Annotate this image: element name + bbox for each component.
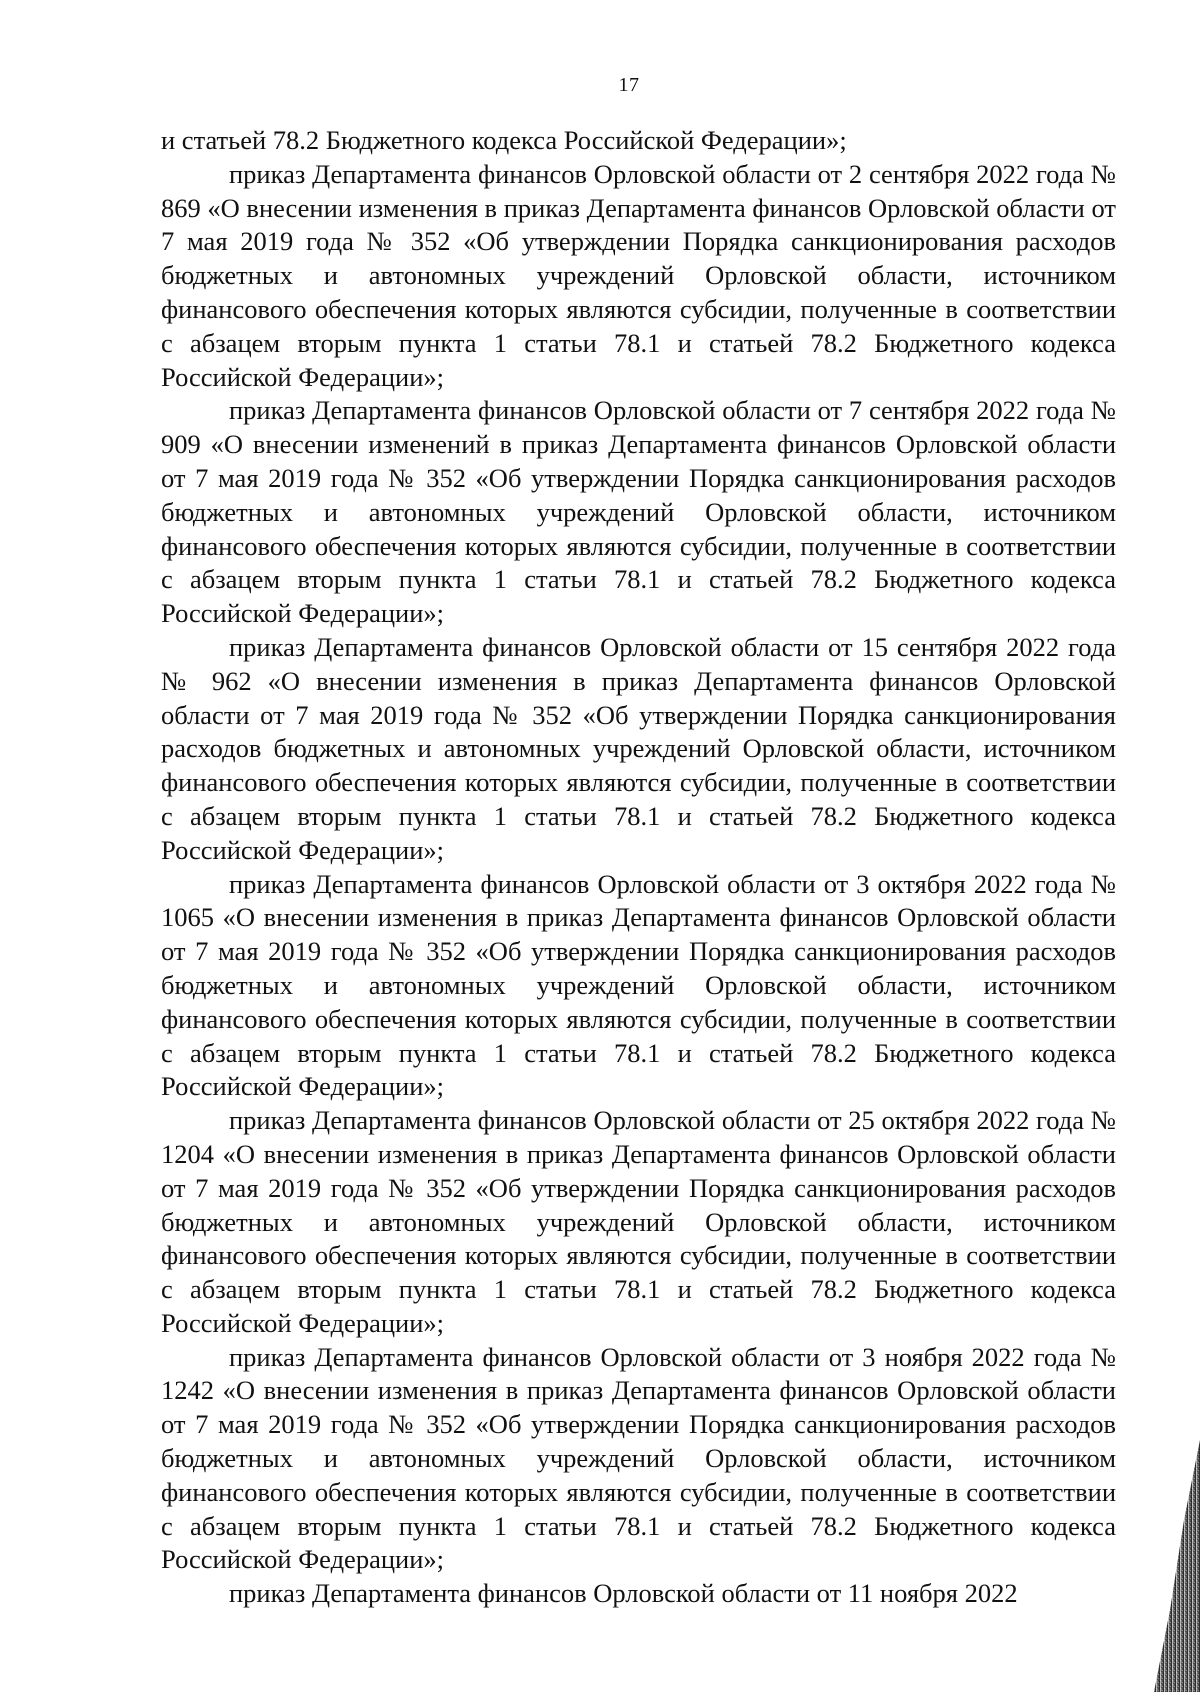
scanner-edge-shadow (1152, 1440, 1200, 1692)
order-paragraph-6: приказ Департамента финансов Орловской области от 3 ноября 2022 года № 1242 «О внесении изменения в приказ Департамента финансов Орловской области от 7 мая 2019 года № 352 «Об утверждении Порядка санкционирования расходов бюджетных и автономных учреждений Орловской области, источником финансового обеспечения которых являются субсидии, полученные в соответствии с абзацем вторым пункта 1 статьи 78.1 и статьей 78.2 Бюджетного кодекса Российской Федерации»; (161, 1341, 1116, 1575)
order-paragraph-3: приказ Департамента финансов Орловской области от 15 сентября 2022 года № 962 «О внесении изменения в приказ Департамента финансов Орловской области от 7 мая 2019 года № 352 «Об утверждении Порядка санкционирования расходов бюджетных и автономных учреждений Орловской области, источником финансового обеспечения которых являются субсидии, полученные в соответствии с абзацем вторым пункта 1 статьи 78.1 и статьей 78.2 Бюджетного кодекса Российской Федерации»; (161, 631, 1116, 865)
order-paragraph-7: приказ Департамента финансов Орловской области от 11 ноября 2022 (229, 1578, 1018, 1609)
order-paragraph-2: приказ Департамента финансов Орловской области от 7 сентября 2022 года № 909 «О внесении изменений в приказ Департамента финансов Орловской области от 7 мая 2019 года № 352 «Об утверждении Порядка санкционирования расходов бюджетных и автономных учреждений Орловской области, источником финансового обеспечения которых являются субсидии, полученные в соответствии с абзацем вторым пункта 1 статьи 78.1 и статьей 78.2 Бюджетного кодекса Российской Федерации»; (161, 395, 1116, 629)
order-paragraph-1: приказ Департамента финансов Орловской области от 2 сентября 2022 года № 869 «О внесении изменения в приказ Департамента финансов Орловской области от 7 мая 2019 года № 352 «Об утверждении Порядка санкционирования расходов бюджетных и автономных учреждений Орловской области, источником финансового обеспечения которых являются субсидии, полученные в соответствии с абзацем вторым пункта 1 статьи 78.1 и статьей 78.2 Бюджетного кодекса Российской Федерации»; (161, 158, 1116, 392)
continuation-line: и статьей 78.2 Бюджетного кодекса Российской Федерации»; (161, 125, 847, 155)
document-body (161, 124, 1116, 1611)
page-number: 17 (618, 74, 640, 96)
order-paragraph-4: приказ Департамента финансов Орловской области от 3 октября 2022 года № 1065 «О внесении изменения в приказ Департамента финансов Орловской области от 7 мая 2019 года № 352 «Об утверждении Порядка санкционирования расходов бюджетных и автономных учреждений Орловской области, источником финансового обеспечения которых являются субсидии, полученные в соответствии с абзацем вторым пункта 1 статьи 78.1 и статьей 78.2 Бюджетного кодекса Российской Федерации»; (161, 868, 1116, 1102)
order-paragraph-5: приказ Департамента финансов Орловской области от 25 октября 2022 года № 1204 «О внесении изменения в приказ Департамента финансов Орловской области от 7 мая 2019 года № 352 «Об утверждении Порядка санкционирования расходов бюджетных и автономных учреждений Орловской области, источником финансового обеспечения которых являются субсидии, полученные в соответствии с абзацем вторым пункта 1 статьи 78.1 и статьей 78.2 Бюджетного кодекса Российской Федерации»; (161, 1105, 1116, 1338)
